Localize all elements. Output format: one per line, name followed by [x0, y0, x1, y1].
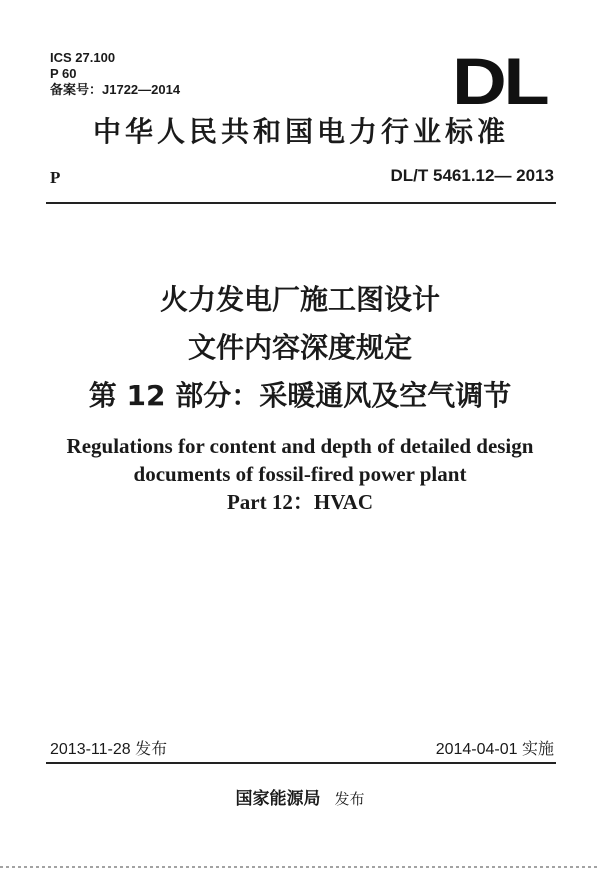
issuer-action: 发布 [334, 790, 365, 808]
scan-edge [0, 866, 600, 868]
ics-code: ICS 27.100 [50, 50, 116, 65]
category-letter: P [50, 168, 61, 187]
top-divider [46, 202, 556, 204]
filing-number: 备案号：J1722—2014 [50, 82, 181, 97]
title-zh-line-2: 文件内容深度规定 [187, 331, 412, 364]
title-en-line-3: Part 12：HVAC [226, 490, 373, 514]
issuer-name: 国家能源局 [235, 789, 321, 809]
standard-number: DL/T 5461.12— 2013 [390, 166, 554, 185]
title-zh-line-1: 火力发电厂施工图设计 [159, 283, 440, 316]
title-zh-line-3: 第 12 部分：采暖通风及空气调节 [88, 379, 512, 412]
issue-date: 2013-11-28 发布 [50, 741, 168, 758]
classification-code: P 60 [50, 66, 77, 81]
standard-banner: 中华人民共和国电力行业标准 [92, 115, 509, 148]
dl-logo: DL [452, 44, 547, 118]
title-en-line-2: documents of fossil-fired power plant [133, 462, 467, 486]
effective-date: 2014-04-01 实施 [435, 741, 554, 758]
issuer [0, 784, 600, 809]
title-en-line-1: Regulations for content and depth of detailed design [66, 434, 534, 458]
bottom-divider [46, 762, 556, 764]
